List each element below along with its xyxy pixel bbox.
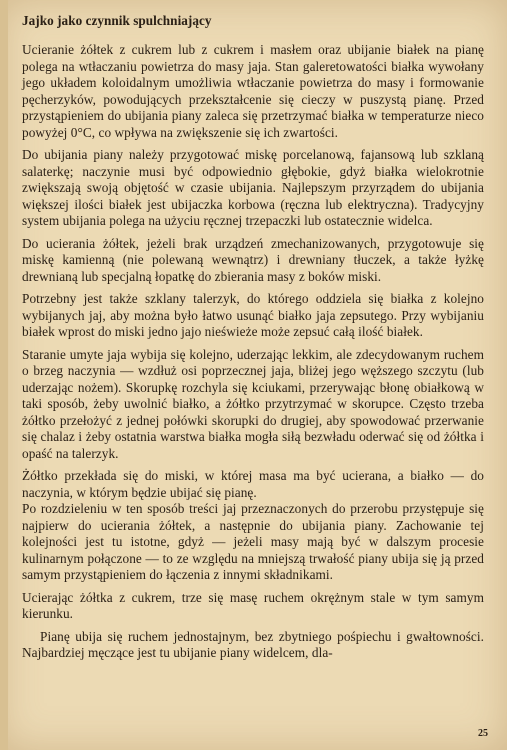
paragraph-7: Po rozdzieleniu w ten sposób treści jaj przeznaczonych do przerobu przystępuje się najpierw do ucierania żółtek, a następnie do ubijania piany. Zachowanie tej kolejności jest tu istotne, gdyż — jeżeli masy mają być w dalszym procesie kulinarnym połączone — to ze względu na mniejszą trwałość piany ubija się ją przed samym przystąpieniem do łączenia z innymi składnikami. bbox=[22, 501, 484, 582]
paragraph-6: Żółtko przekłada się do miski, w której masa ma być ucierana, a białko — do naczynia, w którym będzie ubijać się pianę. bbox=[22, 468, 484, 500]
paragraph-1: Ucieranie żółtek z cukrem lub z cukrem i masłem oraz ubijanie białek na pianę polega na wtłaczaniu powietrza do masy jaja. Stan galeretowatości białka wywołany jego układem koloidalnym umożliwia wtłaczanie powietrza do masy i formowanie pęcherzyków, powodujących przekształcenie się cieczy w puszystą pianę. Przed przystąpieniem do ubijania piany zaleca się przetrzymać białka w temperaturze nieco powyżej 0°C, co wpływa na zwiększenie się ich zwartości. bbox=[22, 42, 484, 140]
page-content bbox=[22, 12, 484, 668]
paragraph-2: Do ubijania piany należy przygotować miskę porcelanową, fajansową lub szklaną salaterkę; naczynie musi być odpowiednio głębokie, gdyż białka wielokrotnie zwiększają swoją objętość w czasie ubijania. Najlepszym przyrządem do ubijania większej ilości białek jest ubijaczka korbowa (ręczna lub elektryczna). Tradycyjny system ubijania polega na użyciu ręcznej trzepaczki lub ostatecznie widelca. bbox=[22, 147, 484, 228]
paragraph-3: Do ucierania żółtek, jeżeli brak urządzeń zmechanizowanych, przygotowuje się miskę kamienną (nie polewaną wewnątrz) i drewniany tłuczek, a także łyżkę drewnianą lub specjalną łopatkę do zbierania masy z boków miski. bbox=[22, 235, 484, 284]
paragraph-5: Staranie umyte jaja wybija się kolejno, uderzając lekkim, ale zdecydowanym ruchem o brzeg naczynia — wzdłuż osi poprzecznej jaja, bliżej jego węższego szczytu (lub uderzając nożem). Skorupkę rozchyla się kciukami, przerywając błonę obiałkową w taki sposób, żeby uwolnić białko, a żółtko przytrzymać w skorupce. Często trzeba żółtko przełożyć z jednej połówki skorupki do drugiej, aby spowodować przerwanie się chalaz i żeby ostatnia warstwa białka mogła siłą bezwładu oderwać się od żółtka i opaść na talerzyk. bbox=[22, 346, 484, 461]
paragraph-9: Pianę ubija się ruchem jednostajnym, bez zbytniego pośpiechu i gwałtowności. Najbardziej męczące jest tu ubijanie piany widelcem, dla- bbox=[22, 628, 484, 660]
page-number: 25 bbox=[478, 728, 488, 739]
paragraph-4: Potrzebny jest także szklany talerzyk, do którego oddziela się białka z kolejno wybijanych jaj, aby można było łatwo usunąć białko jaja zepsutego. Przy wybijaniu białek wprost do miski jedno jajo nieświeże może zepsuć całą ilość białek. bbox=[22, 291, 484, 339]
section-heading: Jajko jako czynnik spulchniający bbox=[22, 13, 212, 28]
paragraph-8: Ucierając żółtka z cukrem, trze się masę ruchem okrężnym stale w tym samym kierunku. bbox=[22, 589, 484, 621]
